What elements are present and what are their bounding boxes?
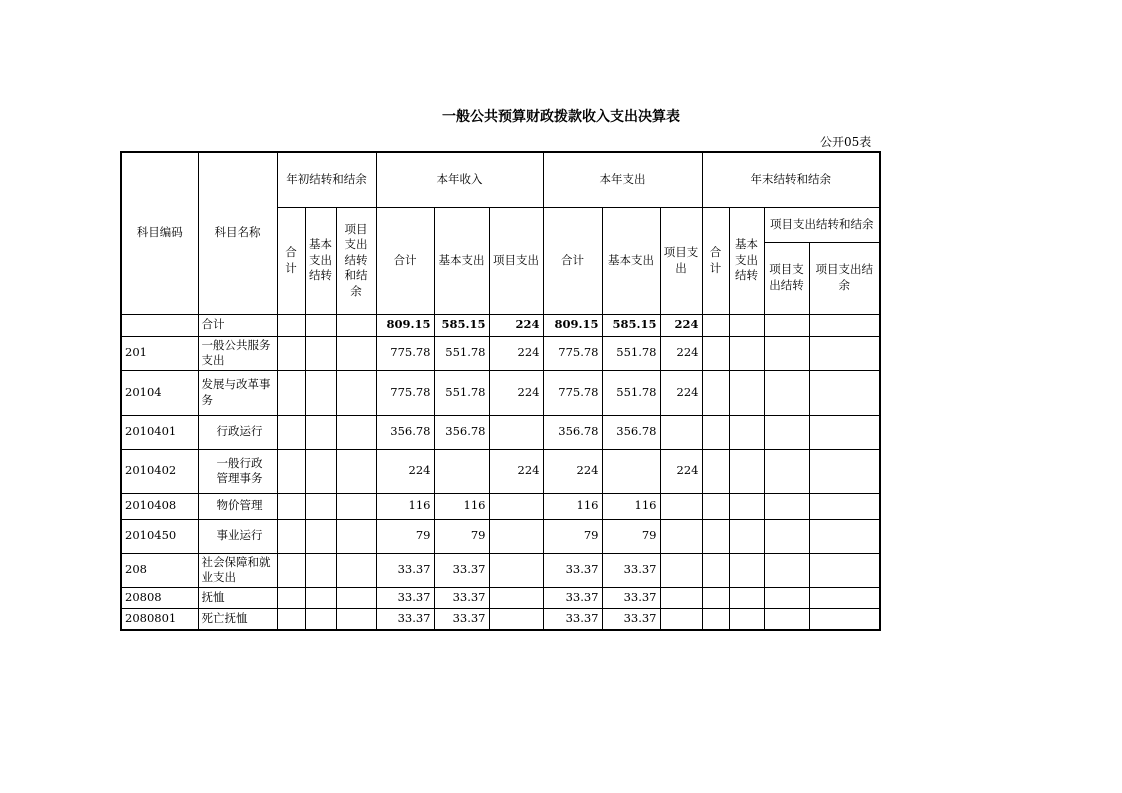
header-income-project: 项目支出: [489, 207, 543, 314]
table-number: 公开05表: [820, 135, 872, 149]
row-income-basic: 551.78: [434, 370, 489, 415]
row-name: 社会保障和就业支出: [198, 553, 277, 587]
row-begin-total: [277, 587, 305, 608]
row-income-project: 224: [489, 336, 543, 370]
row-end-total: [702, 449, 729, 493]
table-row: [121, 608, 880, 630]
header-end-group: 年末结转和结余: [702, 152, 880, 207]
total-end-balance: [809, 314, 880, 336]
row-begin-total: [277, 449, 305, 493]
table-row: [121, 553, 880, 587]
row-expense-project: [660, 519, 702, 553]
row-income-total: 356.78: [376, 415, 434, 449]
row-begin-basic: [305, 519, 336, 553]
row-income-total: 224: [376, 449, 434, 493]
row-expense-project: 224: [660, 449, 702, 493]
row-end-basic: [729, 608, 764, 630]
row-begin-project: [336, 587, 376, 608]
row-begin-basic: [305, 608, 336, 630]
row-expense-basic: 33.37: [602, 608, 660, 630]
row-end-total: [702, 370, 729, 415]
row-income-basic: 33.37: [434, 553, 489, 587]
row-begin-basic: [305, 587, 336, 608]
row-begin-project: [336, 519, 376, 553]
total-expense-basic: 585.15: [602, 314, 660, 336]
row-code: 2080801: [121, 608, 198, 630]
row-expense-total: 33.37: [543, 553, 602, 587]
row-name: 一般公共服务支出: [198, 336, 277, 370]
row-expense-total: 116: [543, 493, 602, 519]
row-end-balance: [809, 415, 880, 449]
row-begin-project: [336, 415, 376, 449]
header-income-group: 本年收入: [376, 152, 543, 207]
header-expense-total: 合计: [543, 207, 602, 314]
table-row: [121, 449, 880, 493]
row-end-total: [702, 493, 729, 519]
row-begin-project: [336, 493, 376, 519]
row-income-project: 224: [489, 370, 543, 415]
row-expense-basic: 551.78: [602, 336, 660, 370]
row-end-total: [702, 587, 729, 608]
header-end-project-carry: 项目支出结转: [764, 242, 809, 314]
row-income-basic: 33.37: [434, 587, 489, 608]
row-expense-basic: 356.78: [602, 415, 660, 449]
header-expense-group: 本年支出: [543, 152, 702, 207]
row-income-total: 33.37: [376, 608, 434, 630]
row-begin-total: [277, 415, 305, 449]
row-end-basic: [729, 587, 764, 608]
row-income-total: 79: [376, 519, 434, 553]
total-income-project: 224: [489, 314, 543, 336]
row-code: 2010450: [121, 519, 198, 553]
row-end-balance: [809, 553, 880, 587]
row-expense-total: 775.78: [543, 336, 602, 370]
table-row: [121, 587, 880, 608]
row-income-basic: 33.37: [434, 608, 489, 630]
row-expense-total: 775.78: [543, 370, 602, 415]
row-end-carry: [764, 336, 809, 370]
header-end-project-group: 项目支出结转和结余: [764, 207, 880, 242]
row-end-total: [702, 519, 729, 553]
row-end-total: [702, 415, 729, 449]
row-end-balance: [809, 493, 880, 519]
row-end-balance: [809, 449, 880, 493]
row-begin-total: [277, 493, 305, 519]
header-income-total: 合计: [376, 207, 434, 314]
row-income-total: 116: [376, 493, 434, 519]
row-end-balance: [809, 608, 880, 630]
budget-table: [120, 151, 881, 631]
row-end-carry: [764, 493, 809, 519]
row-name: 行政运行: [198, 415, 277, 449]
row-end-basic: [729, 493, 764, 519]
row-income-project: [489, 519, 543, 553]
row-expense-project: [660, 587, 702, 608]
header-expense-project: 项目支出: [660, 207, 702, 314]
total-begin-total: [277, 314, 305, 336]
row-expense-basic: 79: [602, 519, 660, 553]
row-income-project: 224: [489, 449, 543, 493]
row-expense-basic: [602, 449, 660, 493]
row-code: 20808: [121, 587, 198, 608]
row-code: 208: [121, 553, 198, 587]
row-income-total: 775.78: [376, 370, 434, 415]
row-name: 抚恤: [198, 587, 277, 608]
row-end-basic: [729, 449, 764, 493]
row-begin-basic: [305, 553, 336, 587]
row-name: 发展与改革事务: [198, 370, 277, 415]
row-expense-total: 356.78: [543, 415, 602, 449]
header-begin-group: 年初结转和结余: [277, 152, 376, 207]
row-end-basic: [729, 415, 764, 449]
row-begin-project: [336, 553, 376, 587]
row-end-total: [702, 608, 729, 630]
header-begin-project: 项目支出结转和结余: [336, 207, 376, 314]
row-begin-project: [336, 370, 376, 415]
row-begin-basic: [305, 415, 336, 449]
total-end-total: [702, 314, 729, 336]
row-end-balance: [809, 370, 880, 415]
total-begin-project: [336, 314, 376, 336]
table-row: [121, 519, 880, 553]
row-name: 物价管理: [198, 493, 277, 519]
row-expense-basic: 551.78: [602, 370, 660, 415]
row-expense-project: [660, 493, 702, 519]
header-begin-basic: 基本支出结转: [305, 207, 336, 314]
row-begin-basic: [305, 370, 336, 415]
row-code: 2010408: [121, 493, 198, 519]
table-row: [121, 336, 880, 370]
row-end-total: [702, 553, 729, 587]
row-income-project: [489, 493, 543, 519]
row-end-carry: [764, 449, 809, 493]
row-name: 死亡抚恤: [198, 608, 277, 630]
header-expense-basic: 基本支出: [602, 207, 660, 314]
header-name: 科目名称: [198, 152, 277, 314]
row-code: 2010402: [121, 449, 198, 493]
row-income-total: 33.37: [376, 587, 434, 608]
row-expense-basic: 33.37: [602, 553, 660, 587]
total-end-basic: [729, 314, 764, 336]
row-name: 事业运行: [198, 519, 277, 553]
total-income-basic: 585.15: [434, 314, 489, 336]
total-end-carry: [764, 314, 809, 336]
row-expense-project: [660, 608, 702, 630]
row-end-balance: [809, 587, 880, 608]
row-expense-project: 224: [660, 336, 702, 370]
row-end-carry: [764, 608, 809, 630]
row-expense-project: 224: [660, 370, 702, 415]
table-row: [121, 415, 880, 449]
row-expense-project: [660, 553, 702, 587]
row-income-total: 775.78: [376, 336, 434, 370]
total-begin-basic: [305, 314, 336, 336]
row-end-carry: [764, 553, 809, 587]
row-begin-basic: [305, 493, 336, 519]
row-end-carry: [764, 519, 809, 553]
total-income-total: 809.15: [376, 314, 434, 336]
row-begin-total: [277, 370, 305, 415]
total-expense-total: 809.15: [543, 314, 602, 336]
row-income-basic: 356.78: [434, 415, 489, 449]
header-code: 科目编码: [121, 152, 198, 314]
row-begin-basic: [305, 449, 336, 493]
row-end-carry: [764, 587, 809, 608]
table-title: 一般公共预算财政拨款收入支出决算表: [442, 109, 680, 125]
row-end-balance: [809, 336, 880, 370]
row-begin-total: [277, 608, 305, 630]
row-end-basic: [729, 336, 764, 370]
row-begin-project: [336, 449, 376, 493]
row-end-balance: [809, 519, 880, 553]
row-expense-basic: 33.37: [602, 587, 660, 608]
table-row: [121, 493, 880, 519]
header-income-basic: 基本支出: [434, 207, 489, 314]
row-end-basic: [729, 519, 764, 553]
table-row: [121, 370, 880, 415]
header-end-total: 合计: [702, 207, 729, 314]
row-income-basic: [434, 449, 489, 493]
row-income-basic: 116: [434, 493, 489, 519]
row-begin-project: [336, 608, 376, 630]
row-income-basic: 79: [434, 519, 489, 553]
row-end-basic: [729, 370, 764, 415]
row-income-total: 33.37: [376, 553, 434, 587]
row-end-carry: [764, 370, 809, 415]
total-expense-project: 224: [660, 314, 702, 336]
total-name: 合计: [198, 314, 277, 336]
row-income-project: [489, 553, 543, 587]
row-income-project: [489, 587, 543, 608]
row-begin-total: [277, 336, 305, 370]
row-code: 20104: [121, 370, 198, 415]
row-expense-basic: 116: [602, 493, 660, 519]
row-expense-total: 33.37: [543, 608, 602, 630]
header-begin-total: 合计: [277, 207, 305, 314]
row-begin-total: [277, 519, 305, 553]
row-expense-total: 33.37: [543, 587, 602, 608]
row-income-project: [489, 415, 543, 449]
row-code: 201: [121, 336, 198, 370]
row-end-basic: [729, 553, 764, 587]
row-code: 2010401: [121, 415, 198, 449]
row-expense-total: 79: [543, 519, 602, 553]
row-income-basic: 551.78: [434, 336, 489, 370]
header-end-basic: 基本支出结转: [729, 207, 764, 314]
row-name: 一般行政管理事务: [198, 449, 277, 493]
row-income-project: [489, 608, 543, 630]
row-begin-total: [277, 553, 305, 587]
header-end-project-balance: 项目支出结余: [809, 242, 880, 314]
row-begin-basic: [305, 336, 336, 370]
total-code: [121, 314, 198, 336]
row-expense-total: 224: [543, 449, 602, 493]
row-end-carry: [764, 415, 809, 449]
row-end-total: [702, 336, 729, 370]
row-begin-project: [336, 336, 376, 370]
row-expense-project: [660, 415, 702, 449]
